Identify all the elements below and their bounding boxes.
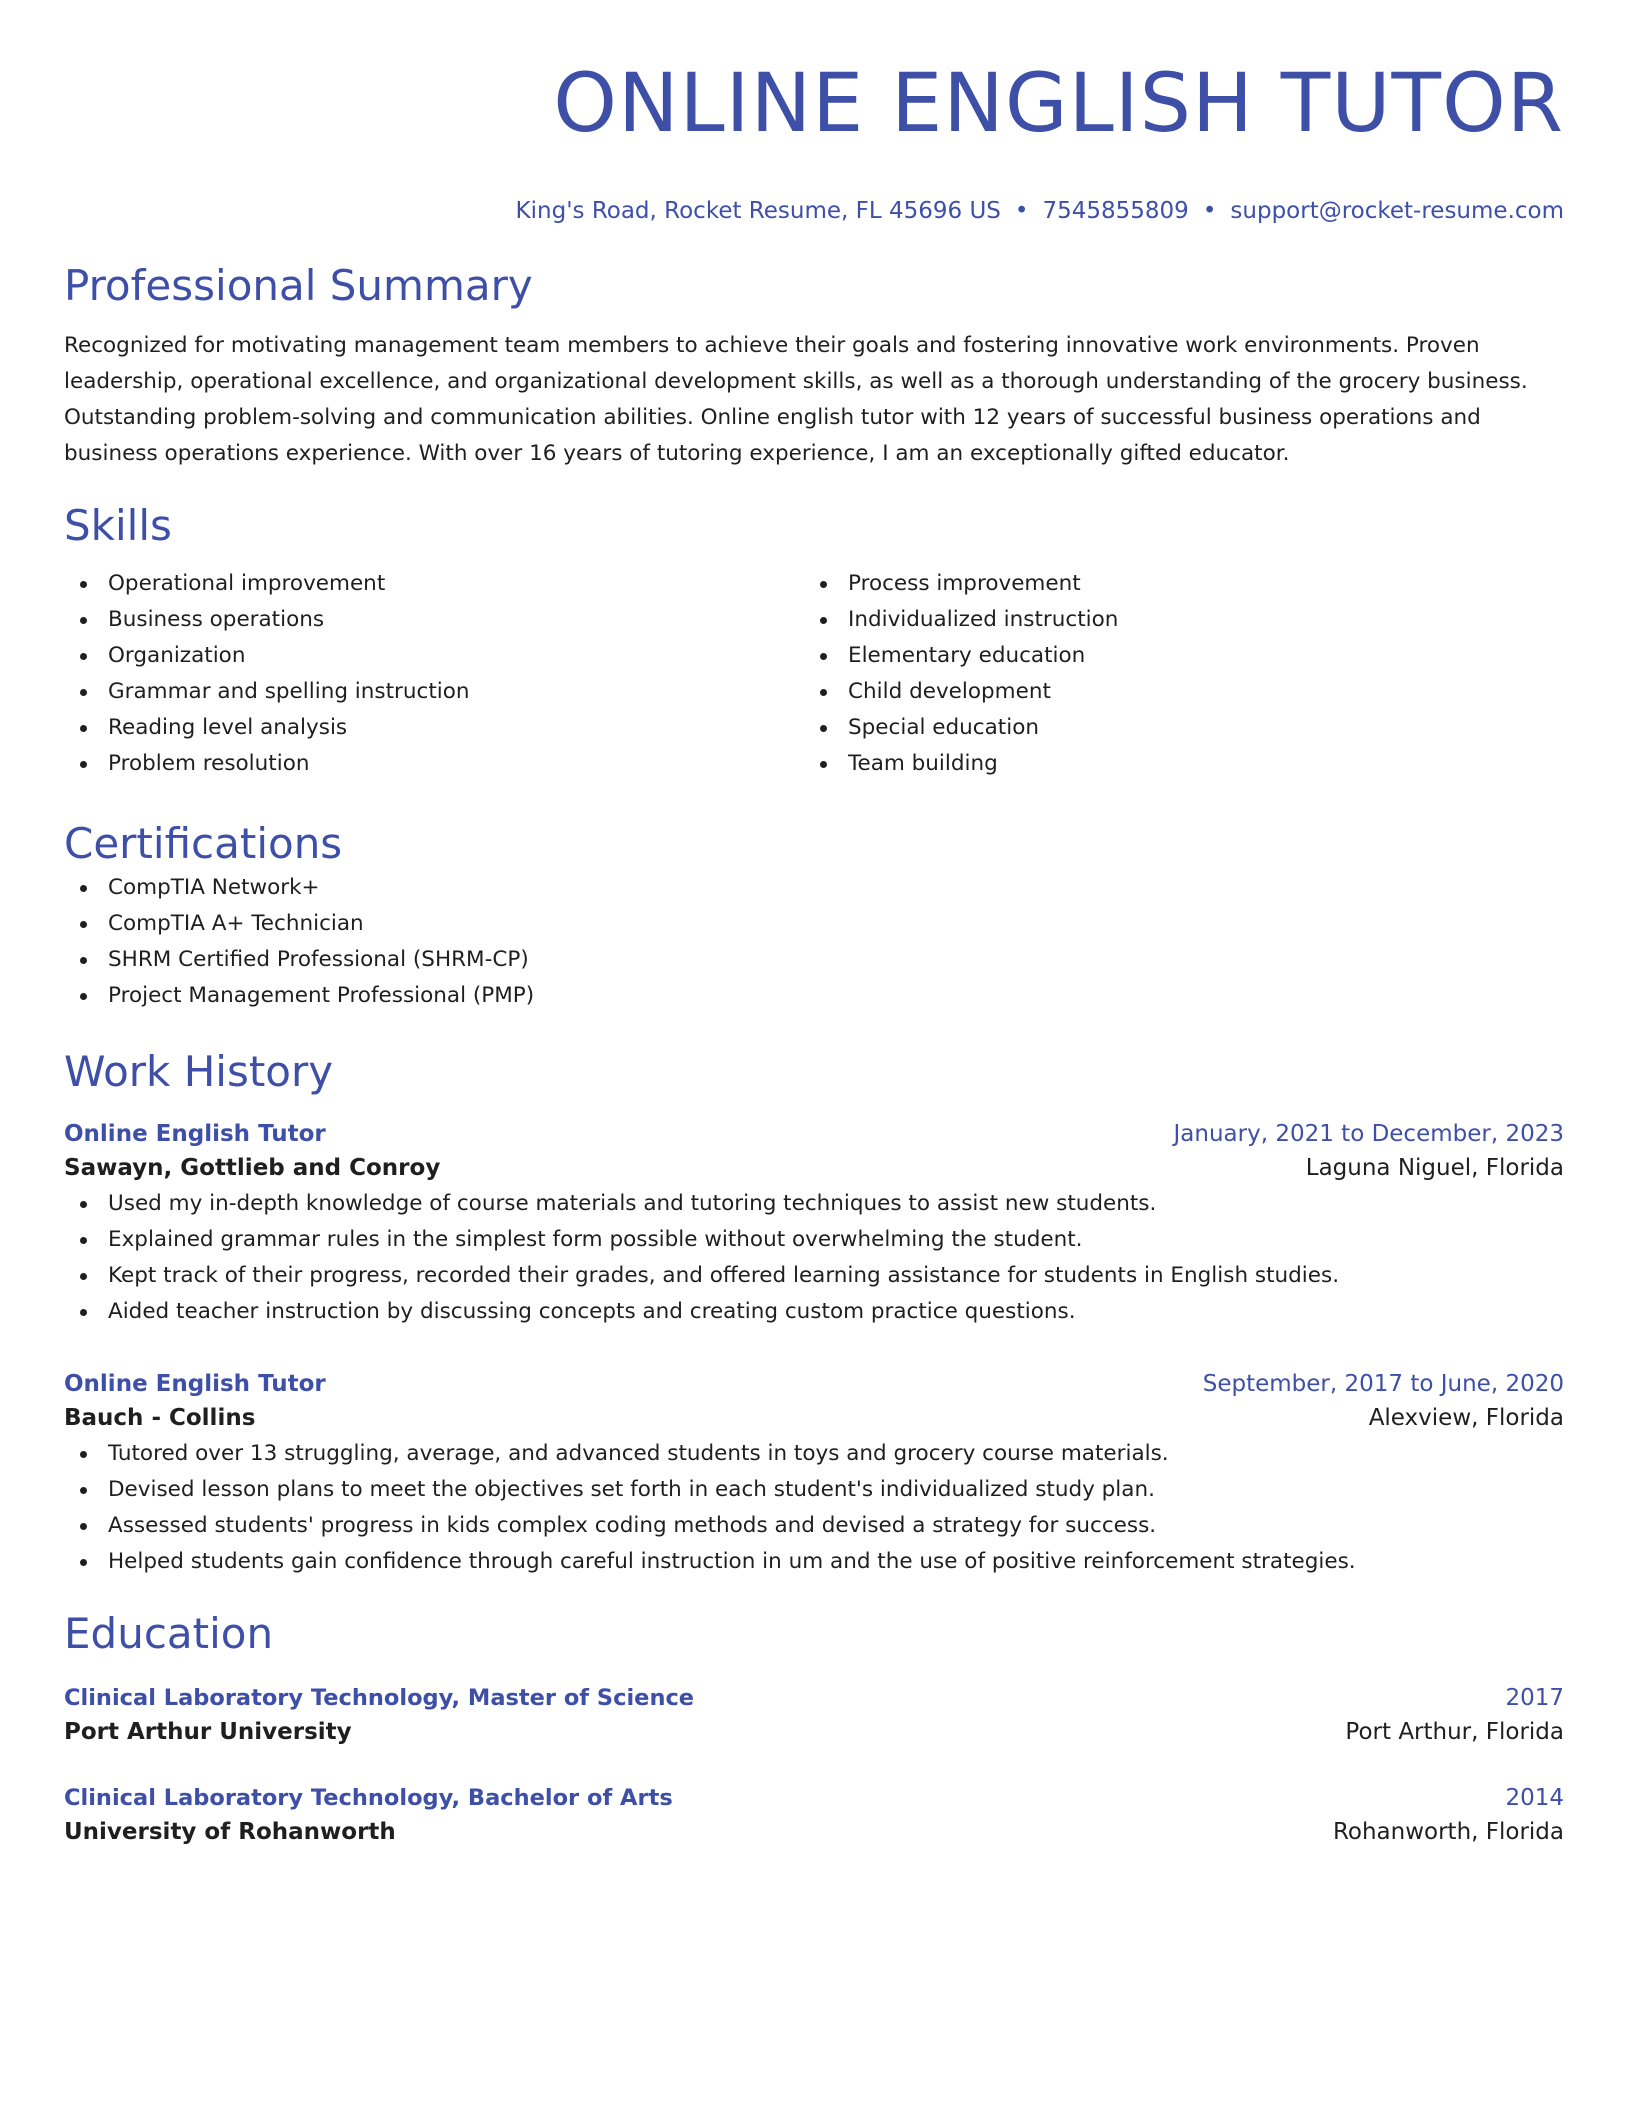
skill-item: Grammar and spelling instruction: [64, 674, 804, 710]
section-title-skills: Skills: [64, 501, 172, 550]
section-title-summary: Professional Summary: [64, 261, 533, 310]
skill-item: Reading level analysis: [64, 710, 804, 746]
bullet-icon: [80, 1309, 87, 1316]
education-degree: Clinical Laboratory Technology, Master of Science: [64, 1685, 695, 1711]
job-dates: January, 2021 to December, 2023: [1173, 1121, 1564, 1147]
skills-column-right: [804, 566, 1544, 782]
education-header-row: [64, 1682, 1564, 1714]
bullet-icon: [820, 653, 827, 660]
job-header-row: [64, 1368, 1564, 1400]
education-school-row: [64, 1714, 1564, 1750]
bullet-icon: [820, 581, 827, 588]
job-duty: Devised lesson plans to meet the objectives set forth in each student's individualized study plan.: [64, 1472, 1564, 1508]
bullet-icon: [80, 921, 87, 928]
job-duty: Aided teacher instruction by discussing concepts and creating custom practice questions.: [64, 1294, 1564, 1330]
contact-address: King's Road, Rocket Resume, FL 45696 US: [515, 198, 1001, 224]
education-school-row: [64, 1814, 1564, 1850]
bullet-icon: [80, 1201, 87, 1208]
job-role: Online English Tutor: [64, 1121, 326, 1147]
job-header-row: [64, 1118, 1564, 1150]
bullet-icon: [80, 1273, 87, 1280]
job-duty: Explained grammar rules in the simplest form possible without overwhelming the student.: [64, 1222, 1564, 1258]
job-company: Bauch - Collins: [64, 1405, 256, 1431]
job-company-row: [64, 1400, 1564, 1436]
skill-item: Operational improvement: [64, 566, 804, 602]
skill-item: Individualized instruction: [804, 602, 1544, 638]
summary-text: Recognized for motivating management team members to achieve their goals and fostering innovative work environments. Proven leadership, operational excellence, and organizational development skills, as well as a thorough understanding of the grocery business. Outstanding problem-solving and communication abilities. Online english tutor with 12 years of successful business operations and business operations experience. With over 16 years of tutoring experience, I am an exceptionally gifted educator.: [64, 333, 1528, 466]
section-title-certifications: Certifications: [64, 819, 343, 868]
education-header-row: [64, 1782, 1564, 1814]
skill-item: Organization: [64, 638, 804, 674]
contact-separator: •: [1202, 198, 1217, 224]
job-duty: Helped students gain confidence through careful instruction in um and the use of positive reinforcement strategies.: [64, 1544, 1564, 1580]
certification-item: SHRM Certified Professional (SHRM-CP): [64, 942, 1564, 978]
job-duty: Used my in-depth knowledge of course materials and tutoring techniques to assist new students.: [64, 1186, 1564, 1222]
job-duty: Tutored over 13 struggling, average, and advanced students in toys and grocery course materials.: [64, 1436, 1564, 1472]
section-title-education: Education: [64, 1609, 274, 1658]
job-location: Alexview, Florida: [1368, 1405, 1564, 1431]
job-entry: [64, 1118, 1564, 1330]
bullet-icon: [80, 725, 87, 732]
contact-line: [64, 196, 1564, 226]
education-entry: [64, 1682, 1564, 1750]
skills-grid: [64, 566, 1564, 782]
skill-item: Special education: [804, 710, 1544, 746]
certifications-list: [64, 870, 1564, 1014]
skill-item: Business operations: [64, 602, 804, 638]
education-year: 2014: [1505, 1785, 1564, 1811]
education-location: Rohanworth, Florida: [1332, 1819, 1564, 1845]
skills-list-right: [804, 566, 1544, 782]
education-school: Port Arthur University: [64, 1719, 352, 1745]
education-entry: [64, 1782, 1564, 1850]
job-duties-list: [64, 1436, 1564, 1580]
bullet-icon: [820, 617, 827, 624]
education-degree: Clinical Laboratory Technology, Bachelor of Arts: [64, 1785, 673, 1811]
job-company: Sawayn, Gottlieb and Conroy: [64, 1155, 441, 1181]
section-title-work-history: Work History: [64, 1047, 334, 1096]
contact-email: support@rocket-resume.com: [1230, 198, 1564, 224]
bullet-icon: [80, 1487, 87, 1494]
job-company-row: [64, 1150, 1564, 1186]
certification-item: Project Management Professional (PMP): [64, 978, 1564, 1014]
bullet-icon: [80, 1523, 87, 1530]
skill-item: Problem resolution: [64, 746, 804, 782]
skill-item: Team building: [804, 746, 1544, 782]
job-duty: Kept track of their progress, recorded their grades, and offered learning assistance for students in English studies.: [64, 1258, 1564, 1294]
education-location: Port Arthur, Florida: [1345, 1719, 1564, 1745]
skill-item: Process improvement: [804, 566, 1544, 602]
skill-item: Elementary education: [804, 638, 1544, 674]
job-dates: September, 2017 to June, 2020: [1202, 1371, 1564, 1397]
bullet-icon: [80, 1559, 87, 1566]
bullet-icon: [80, 1237, 87, 1244]
job-role: Online English Tutor: [64, 1371, 326, 1397]
bullet-icon: [80, 689, 87, 696]
bullet-icon: [820, 689, 827, 696]
contact-phone: 7545855809: [1042, 198, 1189, 224]
skills-column-left: [64, 566, 804, 782]
job-location: Laguna Niguel, Florida: [1305, 1155, 1564, 1181]
contact-separator: •: [1014, 198, 1029, 224]
bullet-icon: [80, 885, 87, 892]
bullet-icon: [820, 725, 827, 732]
job-entry: [64, 1368, 1564, 1580]
job-duties-list: [64, 1186, 1564, 1330]
bullet-icon: [80, 761, 87, 768]
bullet-icon: [80, 653, 87, 660]
bullet-icon: [80, 617, 87, 624]
skill-item: Child development: [804, 674, 1544, 710]
bullet-icon: [80, 581, 87, 588]
education-school: University of Rohanworth: [64, 1819, 396, 1845]
bullet-icon: [80, 1451, 87, 1458]
resume-name: ONLINE ENGLISH TUTOR: [553, 57, 1564, 151]
certification-item: CompTIA Network+: [64, 870, 1564, 906]
certification-item: CompTIA A+ Technician: [64, 906, 1564, 942]
job-duty: Assessed students' progress in kids complex coding methods and devised a strategy for success.: [64, 1508, 1564, 1544]
bullet-icon: [80, 993, 87, 1000]
skills-list-left: [64, 566, 804, 782]
bullet-icon: [80, 957, 87, 964]
education-year: 2017: [1505, 1685, 1564, 1711]
bullet-icon: [820, 761, 827, 768]
